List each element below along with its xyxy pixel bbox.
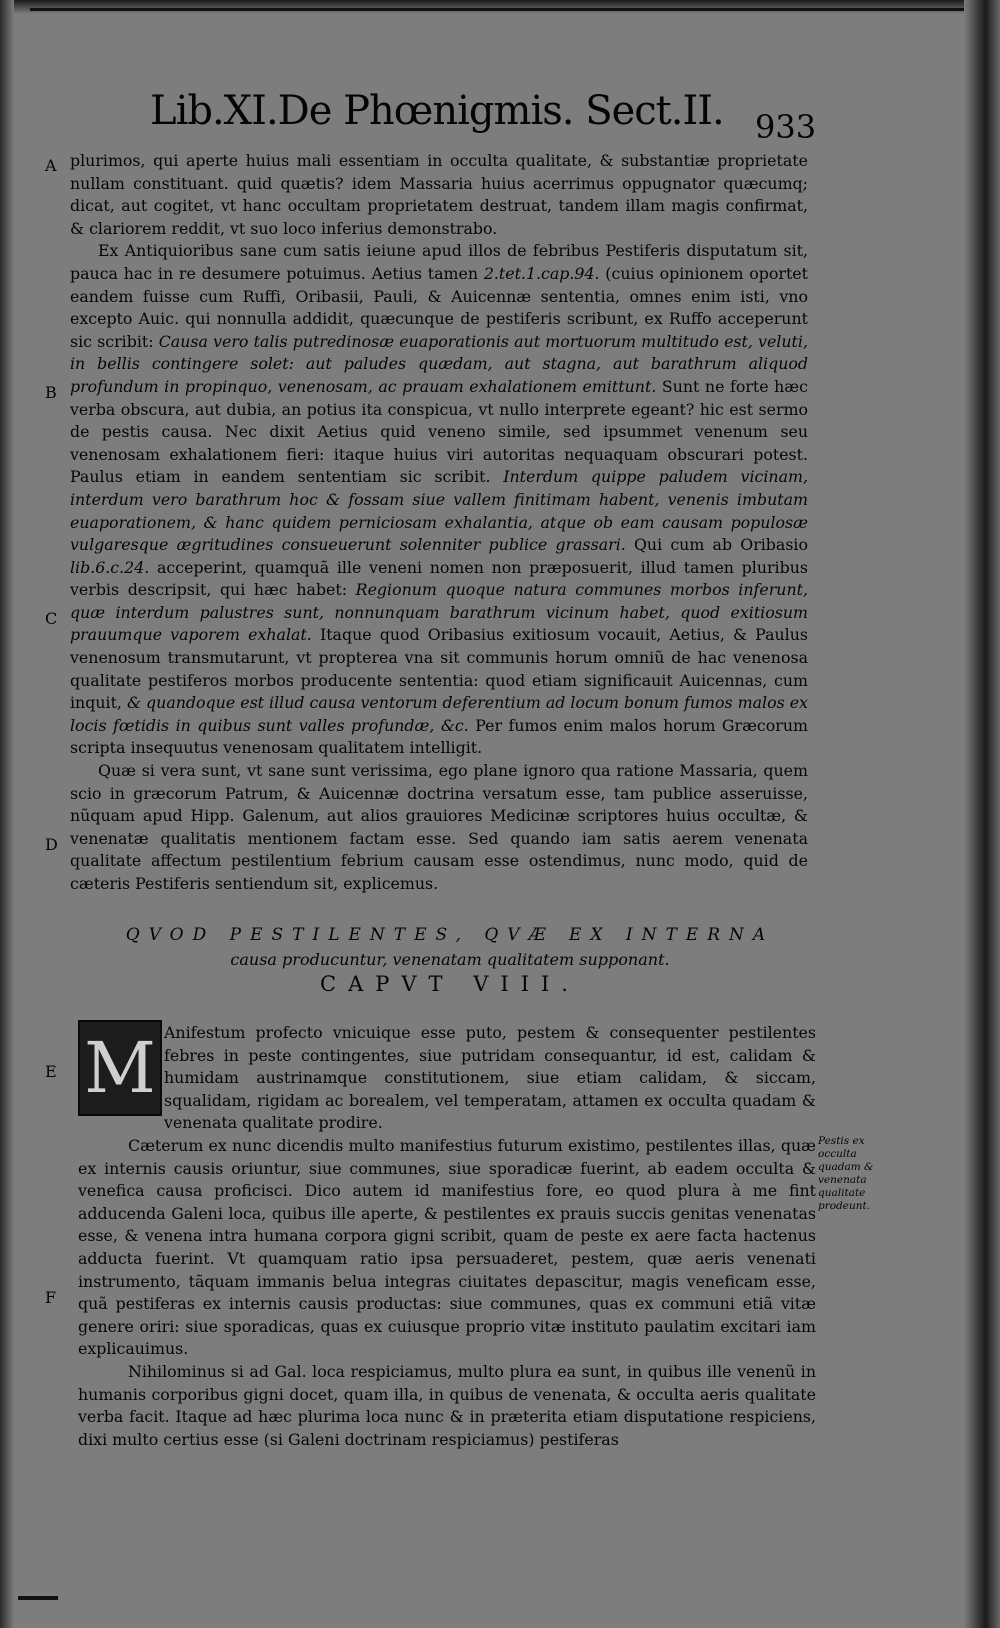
paragraph [78,1022,816,1135]
scan-top-edge [0,0,1000,14]
section-letter: C [45,609,58,628]
scan-left-edge [0,0,14,1628]
paragraph [70,760,808,896]
chapter-subheading: causa producuntur, venenatam qualitatem supponant. [230,950,670,969]
text-run: Qui cum ab Oribasio [625,535,808,555]
italic-run: Regionum quoque natura communes morbos inferunt, quæ interdum palustres sunt, nonnunquam barathrum vicinum habet, quod exitiosum prauumque vaporem exhalat. [70,580,808,645]
drop-cap: M [78,1020,162,1116]
paragraph [70,240,808,760]
paragraph [78,1361,816,1451]
body-text-lower [78,1022,816,1451]
page-number: 933 [755,108,817,146]
text-run: Cæterum ex nunc dicendis multo manifestius futurum existimo, pestilentes illas, quæ ex internis causis oriuntur, siue communes, siue sporadicæ fuerint, ab eadem occulta & venefica causa proficisci. Dico autem id manifestius fore, eo quod plura à me fint adducenda Galeni loca, quibus ille aperte, & pestilentes ex prauis succis genitas venenatas esse, & venena intra humana corpora gigni scribit, quam de peste ex aere facta hactenus adducta fuerint. Vt quamquam ratio ipsa persuaderet, pestem, quæ aeris venenati instrumento, tãquam immanis belua integras ciuitates depascitur, magis veneficam esse, quã pestiferas ex internis causis productas: siue communes, quas ex communi etiã vitæ genere oriri: siue sporadicas, quas ex cuiusque proprio vitæ instituto paulatim excitari iam explicauimus. [78,1135,816,1359]
text-run: acceperint, quamquã ille veneni nomen non præposuerit, illud tamen pluribus verbis descripsit, qui hæc habet: [70,557,808,600]
text-run: Quæ si vera sunt, vt sane sunt verissima, ego plane ignoro qua ratione Massaria, quem scio in græcorum Patrum, & Auicennæ doctrina versatum esse, tam publice asseruisse, nũquam apud Hipp. Galenum, aut alios grauiores Medicinæ scriptores huius occultæ, & venenatæ qualitatis mentionem factam esse. Sed quando iam satis aerem venenata qualitate affectum pestilentium febrium causam esse ostendimus, nunc modo, quid de cæteris Pestiferis sentiendum sit, explicemus. [70,761,808,893]
italic-run: Interdum quippe paludem vicinam, interdum vero barathrum hoc & fossam siue vallem finitimam habent, venenis imbutam euaporationem, & hanc quidem perniciosam exhalantia, atque ob eam causam populosæ vulgaresque ægritudines consueuerunt solenniter publice grassari. [70,467,809,555]
italic-run: & quandoque est illud causa ventorum deferentium ad locum bonum fumos malos ex locis fœtidis in quibus sunt valles profundæ, &c. [70,693,808,735]
paragraph [78,1135,816,1361]
section-letter: A [45,156,57,175]
section-letter: B [45,383,57,402]
text-run: Ex Antiquioribus sane cum satis ieiune apud illos de febribus Pestiferis disputatum sit, pauca hac in re desumere potuimus. Aetius tamen [70,241,808,283]
text-run: Nihilominus si ad Gal. loca respiciamus, multo plura ea sunt, in quibus ille venenũ in humanis corporibus gigni docet, quam illa, in quibus de venenata, & occulta aeris qualitate verba facit. Itaque ad hæc plurima loca nunc & in præterita etiam disputatione respiciens, dixi multo certius esse (si Galeni doctrinam respiciamus) pestiferas [78,1361,816,1449]
chapter-number: CAPVT VIII. [320,972,580,996]
section-letter: D [45,835,58,854]
paragraph [70,150,808,240]
text-run: plurimos, qui aperte huius mali essentiam in occulta qualitate, & substantiæ proprietate nullam constituant. quid quætis? idem Massaria huius acerrimus oppugnator quæcumq; dicat, aut cogitet, vt hanc occultam proprietatem destruat, tandem illam magis confirmat, & clariorem reddit, vt suo loco inferius demonstrabo. [70,151,808,238]
section-letter: E [45,1062,57,1081]
text-run: Sunt ne forte hæc verba obscura, aut dubia, an potius ita conspicua, vt nullo interprete egeant? hic est sermo de pestis causa. Nec dixit Aetius quid veneno simile, sed ipsummet venenum seu venenosam exhalationem fieri: itaque huius viri autoritas nequaquam obscurari potest. Paulus etiam in eandem sententiam sic scribit. [70,376,808,487]
section-letter: F [45,1288,57,1307]
italic-run: Causa vero talis putredinosæ euaporationis aut mortuorum multitudo est, veluti, in bellis contingere solet: aut paludes quædam, aut stagna, aut barathrum aliquod profundum in propinquo, venenosam, ac prauam exhalationem emittunt. [70,331,808,396]
running-title: Lib.XI.De Phœnigmis. Sect.II. [150,88,724,134]
margin-note: Pestis ex occulta quadam & venenata qualitate prodeunt. [818,1135,874,1212]
chapter-heading: QVOD PESTILENTES, QVÆ EX INTERNA [125,925,775,945]
text-run: Per fumos enim malos horum Græcorum scripta insequutus venenosam qualitatem intelligit. [70,715,808,758]
italic-run: 2.tet.1.cap.94. [483,263,600,283]
text-run: Anifestum profecto vnicuique esse puto, pestem & consequenter pestilentes febres in peste contingentes, siue putridam consequantur, id est, calidam & humidam austrinamque constitutionem, siue etiam calidam, & siccam, squalidam, rigidam ac borealem, vel temperatam, attamen ex occulta quadam & venenata qualitate prodire. [164,1023,816,1133]
scan-right-edge [964,0,1000,1628]
text-run: Itaque quod Oribasius exitiosum vocauit, Aetius, & Paulus venenosum transmutarunt, vt propterea vna sit communis horum omniũ de hac venenosa qualitate pestiferos morbos producente sententia: quod etiam significauit Auicennas, cum inquit, [70,625,808,713]
italic-run: lib.6.c.24. [70,557,150,577]
scan-bottom-mark [18,1596,58,1600]
body-text-upper [70,150,808,896]
top-rule [30,8,970,11]
text-run: (cuius opinionem oportet eandem fuisse cum Ruffi, Oribasii, Pauli, & Auicennæ sententia, omnes enim isti, vno excepto Auic. qui nonnulla addidit, quæcunque de pestiferis scribunt, ex Ruffo acceperunt sic scribit: [70,263,808,351]
